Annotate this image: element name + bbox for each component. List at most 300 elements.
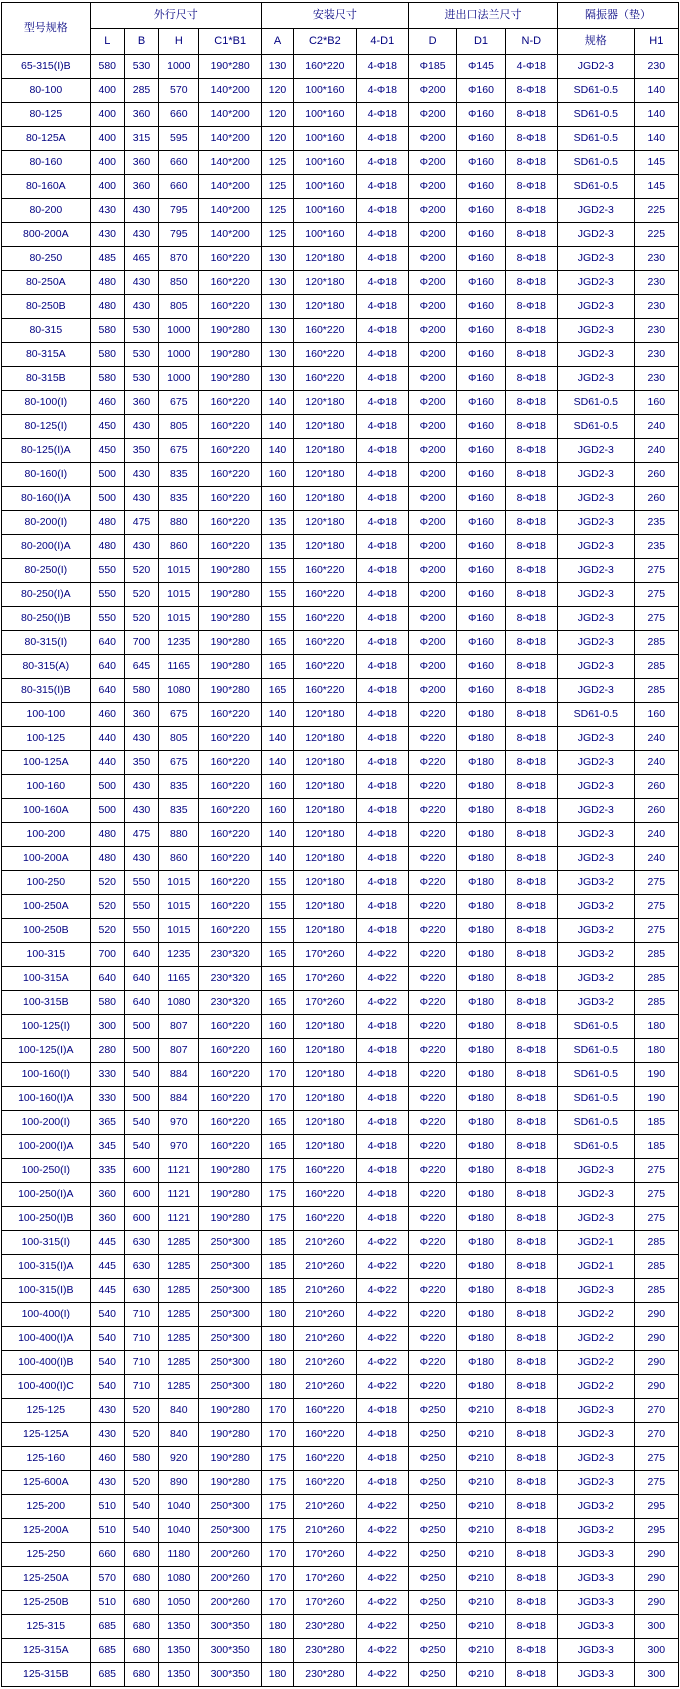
- cell-model: 125-315A: [2, 1639, 91, 1663]
- cell-value: Φ250: [408, 1639, 456, 1663]
- cell-value: 4-Φ22: [356, 1543, 408, 1567]
- cell-value: SD61-0.5: [558, 1063, 635, 1087]
- cell-value: 290: [634, 1327, 678, 1351]
- table-row: [2, 1279, 679, 1303]
- cell-value: JGD2-3: [558, 367, 635, 391]
- cell-value: 160*220: [294, 679, 356, 703]
- table-row: [2, 943, 679, 967]
- cell-value: Φ180: [457, 1063, 505, 1087]
- cell-value: 4-Φ18: [356, 799, 408, 823]
- cell-value: 300: [634, 1663, 678, 1687]
- cell-value: 190*280: [199, 655, 261, 679]
- cell-value: 8-Φ18: [505, 1447, 557, 1471]
- cell-value: 160*220: [199, 1135, 261, 1159]
- cell-value: 430: [124, 415, 158, 439]
- cell-value: 100*160: [294, 199, 356, 223]
- cell-value: 100*160: [294, 151, 356, 175]
- cell-value: 120*180: [294, 295, 356, 319]
- cell-value: Φ200: [408, 415, 456, 439]
- cell-value: 4-Φ22: [356, 1519, 408, 1543]
- cell-value: JGD3-3: [558, 1639, 635, 1663]
- cell-value: 165: [261, 1135, 293, 1159]
- cell-value: 155: [261, 919, 293, 943]
- cell-value: JGD3-3: [558, 1543, 635, 1567]
- cell-value: 160*220: [199, 1063, 261, 1087]
- cell-value: 1350: [159, 1639, 199, 1663]
- cell-value: 120*180: [294, 463, 356, 487]
- cell-value: Φ160: [457, 103, 505, 127]
- cell-value: 4-Φ18: [356, 751, 408, 775]
- cell-model: 65-315(I)B: [2, 55, 91, 79]
- cell-value: 160*220: [294, 1423, 356, 1447]
- cell-value: 8-Φ18: [505, 1543, 557, 1567]
- table-row: [2, 151, 679, 175]
- cell-value: JGD2-3: [558, 1279, 635, 1303]
- cell-value: 440: [90, 727, 124, 751]
- cell-value: 4-Φ18: [356, 247, 408, 271]
- cell-value: 4-Φ18: [356, 1063, 408, 1087]
- cell-value: Φ220: [408, 871, 456, 895]
- cell-value: 250*300: [199, 1303, 261, 1327]
- cell-value: 8-Φ18: [505, 655, 557, 679]
- cell-value: 4-Φ18: [356, 607, 408, 631]
- cell-value: 430: [124, 535, 158, 559]
- cell-value: 190*280: [199, 1471, 261, 1495]
- cell-value: 1080: [159, 1567, 199, 1591]
- cell-value: 530: [124, 319, 158, 343]
- cell-value: Φ220: [408, 703, 456, 727]
- cell-value: 660: [159, 103, 199, 127]
- cell-value: JGD2-3: [558, 1423, 635, 1447]
- cell-value: 365: [90, 1111, 124, 1135]
- cell-value: 285: [634, 655, 678, 679]
- cell-value: JGD2-3: [558, 775, 635, 799]
- cell-value: 180: [261, 1615, 293, 1639]
- cell-value: 360: [124, 703, 158, 727]
- cell-value: Φ220: [408, 1063, 456, 1087]
- table-row: [2, 1231, 679, 1255]
- cell-value: 160*220: [294, 55, 356, 79]
- cell-value: Φ160: [457, 247, 505, 271]
- cell-value: 4-Φ18: [356, 1135, 408, 1159]
- cell-value: 125: [261, 175, 293, 199]
- column-group-install-dimensions: 安装尺寸: [261, 3, 408, 29]
- cell-value: 190*280: [199, 607, 261, 631]
- cell-value: 350: [124, 751, 158, 775]
- cell-value: 4-Φ18: [356, 871, 408, 895]
- cell-value: 8-Φ18: [505, 343, 557, 367]
- cell-value: 400: [90, 175, 124, 199]
- table-row: [2, 127, 679, 151]
- cell-value: 680: [124, 1615, 158, 1639]
- cell-value: 160*220: [294, 1159, 356, 1183]
- cell-value: Φ220: [408, 1015, 456, 1039]
- cell-value: 160*220: [199, 463, 261, 487]
- cell-value: 360: [90, 1207, 124, 1231]
- cell-value: Φ250: [408, 1519, 456, 1543]
- cell-model: 125-600A: [2, 1471, 91, 1495]
- cell-value: 275: [634, 1207, 678, 1231]
- cell-value: 290: [634, 1303, 678, 1327]
- cell-value: 8-Φ18: [505, 607, 557, 631]
- cell-model: 125-250A: [2, 1567, 91, 1591]
- table-row: [2, 1135, 679, 1159]
- cell-model: 100-315(I): [2, 1231, 91, 1255]
- cell-value: 480: [90, 511, 124, 535]
- cell-value: 185: [261, 1255, 293, 1279]
- cell-value: 190*280: [199, 319, 261, 343]
- cell-value: Φ160: [457, 655, 505, 679]
- cell-value: Φ180: [457, 1015, 505, 1039]
- cell-value: 100*160: [294, 103, 356, 127]
- cell-value: 225: [634, 223, 678, 247]
- cell-value: 8-Φ18: [505, 367, 557, 391]
- cell-value: Φ210: [457, 1543, 505, 1567]
- cell-value: JGD2-3: [558, 751, 635, 775]
- cell-value: Φ210: [457, 1591, 505, 1615]
- cell-value: 645: [124, 655, 158, 679]
- table-row: [2, 799, 679, 823]
- cell-value: 600: [124, 1207, 158, 1231]
- cell-value: JGD2-2: [558, 1351, 635, 1375]
- table-row: [2, 1063, 679, 1087]
- table-row: [2, 55, 679, 79]
- cell-value: 640: [90, 967, 124, 991]
- cell-value: 8-Φ18: [505, 919, 557, 943]
- cell-value: 210*260: [294, 1375, 356, 1399]
- cell-value: 580: [90, 55, 124, 79]
- cell-value: 185: [634, 1111, 678, 1135]
- column-group-flange-dimensions: 进出口法兰尺寸: [408, 3, 557, 29]
- cell-value: JGD2-3: [558, 799, 635, 823]
- cell-value: 8-Φ18: [505, 295, 557, 319]
- cell-value: 630: [124, 1279, 158, 1303]
- cell-value: Φ160: [457, 199, 505, 223]
- cell-value: 4-Φ18: [356, 103, 408, 127]
- cell-value: 180: [634, 1015, 678, 1039]
- column-header-b: B: [124, 29, 158, 55]
- cell-value: 120*180: [294, 703, 356, 727]
- cell-value: JGD3-2: [558, 1495, 635, 1519]
- cell-value: Φ210: [457, 1423, 505, 1447]
- cell-value: 4-Φ18: [356, 655, 408, 679]
- cell-value: 160*220: [199, 271, 261, 295]
- cell-value: 200*260: [199, 1591, 261, 1615]
- cell-value: 4-Φ18: [356, 1159, 408, 1183]
- cell-value: 140*200: [199, 127, 261, 151]
- cell-value: Φ200: [408, 439, 456, 463]
- cell-model: 80-100: [2, 79, 91, 103]
- table-row: [2, 463, 679, 487]
- cell-value: 8-Φ18: [505, 1159, 557, 1183]
- cell-value: 170: [261, 1591, 293, 1615]
- cell-value: 510: [90, 1591, 124, 1615]
- cell-value: 1040: [159, 1495, 199, 1519]
- cell-value: 230: [634, 295, 678, 319]
- table-row: [2, 823, 679, 847]
- cell-value: 250*300: [199, 1375, 261, 1399]
- cell-value: Φ200: [408, 175, 456, 199]
- cell-value: 640: [90, 631, 124, 655]
- cell-value: 120*180: [294, 799, 356, 823]
- cell-value: Φ210: [457, 1663, 505, 1687]
- cell-value: 1165: [159, 655, 199, 679]
- cell-value: JGD3-2: [558, 967, 635, 991]
- cell-value: 180: [261, 1375, 293, 1399]
- cell-value: 1285: [159, 1327, 199, 1351]
- cell-value: 140*200: [199, 79, 261, 103]
- cell-value: 8-Φ18: [505, 991, 557, 1015]
- cell-value: 120*180: [294, 775, 356, 799]
- cell-value: 430: [124, 199, 158, 223]
- cell-value: 190*280: [199, 55, 261, 79]
- cell-value: 600: [124, 1159, 158, 1183]
- cell-value: 165: [261, 679, 293, 703]
- cell-value: 190: [634, 1087, 678, 1111]
- cell-value: 1180: [159, 1543, 199, 1567]
- cell-value: Φ180: [457, 991, 505, 1015]
- cell-value: 290: [634, 1591, 678, 1615]
- cell-value: 1121: [159, 1159, 199, 1183]
- cell-value: 4-Φ18: [356, 679, 408, 703]
- cell-value: JGD3-3: [558, 1591, 635, 1615]
- table-row: [2, 1255, 679, 1279]
- cell-value: 145: [634, 151, 678, 175]
- cell-value: 660: [90, 1543, 124, 1567]
- cell-value: 285: [634, 1255, 678, 1279]
- cell-value: 4-Φ18: [356, 1039, 408, 1063]
- cell-value: 8-Φ18: [505, 247, 557, 271]
- cell-value: 540: [124, 1495, 158, 1519]
- cell-value: 4-Φ18: [356, 1423, 408, 1447]
- cell-value: 520: [90, 919, 124, 943]
- cell-value: 860: [159, 535, 199, 559]
- cell-value: 540: [90, 1375, 124, 1399]
- cell-value: 8-Φ18: [505, 1351, 557, 1375]
- cell-value: 230*280: [294, 1615, 356, 1639]
- cell-value: 165: [261, 1111, 293, 1135]
- cell-value: 180: [261, 1327, 293, 1351]
- cell-value: 175: [261, 1471, 293, 1495]
- cell-value: 300*350: [199, 1639, 261, 1663]
- cell-value: 190*280: [199, 559, 261, 583]
- cell-value: JGD2-2: [558, 1375, 635, 1399]
- cell-value: Φ220: [408, 751, 456, 775]
- cell-model: 80-200: [2, 199, 91, 223]
- cell-value: 430: [124, 295, 158, 319]
- table-row: [2, 247, 679, 271]
- cell-value: 480: [90, 847, 124, 871]
- cell-value: Φ160: [457, 319, 505, 343]
- cell-model: 80-160A: [2, 175, 91, 199]
- cell-value: 360: [124, 151, 158, 175]
- cell-value: 4-Φ22: [356, 1231, 408, 1255]
- cell-value: 465: [124, 247, 158, 271]
- cell-model: 100-125A: [2, 751, 91, 775]
- cell-value: 120*180: [294, 871, 356, 895]
- cell-value: 1285: [159, 1279, 199, 1303]
- cell-value: 8-Φ18: [505, 1231, 557, 1255]
- cell-value: Φ200: [408, 199, 456, 223]
- cell-value: 630: [124, 1255, 158, 1279]
- cell-model: 800-200A: [2, 223, 91, 247]
- cell-value: 480: [90, 823, 124, 847]
- cell-value: Φ210: [457, 1519, 505, 1543]
- cell-value: 190*280: [199, 679, 261, 703]
- cell-value: JGD2-3: [558, 55, 635, 79]
- cell-value: 275: [634, 871, 678, 895]
- cell-value: 100*160: [294, 127, 356, 151]
- cell-value: 190*280: [199, 631, 261, 655]
- table-row: [2, 415, 679, 439]
- cell-value: 260: [634, 775, 678, 799]
- cell-value: 280: [90, 1039, 124, 1063]
- cell-value: 1285: [159, 1303, 199, 1327]
- cell-value: 510: [90, 1519, 124, 1543]
- sub-header-row: [2, 29, 679, 55]
- cell-value: 710: [124, 1351, 158, 1375]
- cell-value: 160*220: [199, 727, 261, 751]
- cell-value: 140*200: [199, 223, 261, 247]
- table-row: [2, 1087, 679, 1111]
- cell-value: 430: [124, 775, 158, 799]
- cell-value: Φ160: [457, 343, 505, 367]
- cell-value: 160*220: [199, 439, 261, 463]
- cell-value: 8-Φ18: [505, 631, 557, 655]
- cell-value: 884: [159, 1087, 199, 1111]
- cell-value: 165: [261, 943, 293, 967]
- cell-value: 540: [124, 1111, 158, 1135]
- cell-value: 160*220: [199, 511, 261, 535]
- cell-value: 970: [159, 1111, 199, 1135]
- cell-value: 4-Φ18: [356, 343, 408, 367]
- cell-value: 140: [634, 79, 678, 103]
- table-row: [2, 1519, 679, 1543]
- cell-value: 475: [124, 511, 158, 535]
- cell-value: 160*220: [294, 559, 356, 583]
- cell-value: 4-Φ18: [356, 1111, 408, 1135]
- cell-value: 160*220: [294, 655, 356, 679]
- cell-value: 805: [159, 415, 199, 439]
- cell-value: 4-Φ18: [356, 823, 408, 847]
- cell-value: 8-Φ18: [505, 1639, 557, 1663]
- cell-value: 190*280: [199, 343, 261, 367]
- cell-value: Φ200: [408, 247, 456, 271]
- cell-value: 160*220: [199, 247, 261, 271]
- cell-value: Φ160: [457, 487, 505, 511]
- cell-value: Φ220: [408, 1327, 456, 1351]
- cell-value: 1350: [159, 1615, 199, 1639]
- column-header-d: D: [408, 29, 456, 55]
- cell-value: Φ210: [457, 1639, 505, 1663]
- cell-value: 4-Φ18: [356, 55, 408, 79]
- cell-value: 4-Φ22: [356, 1351, 408, 1375]
- table-row: [2, 583, 679, 607]
- cell-model: 100-160: [2, 775, 91, 799]
- cell-value: 8-Φ18: [505, 1423, 557, 1447]
- cell-value: 160*220: [199, 295, 261, 319]
- table-row: [2, 751, 679, 775]
- cell-value: 160*220: [199, 391, 261, 415]
- cell-value: 210*260: [294, 1351, 356, 1375]
- cell-value: 285: [634, 1231, 678, 1255]
- cell-value: 120*180: [294, 271, 356, 295]
- cell-value: 4-Φ22: [356, 1639, 408, 1663]
- column-header-l: L: [90, 29, 124, 55]
- cell-value: Φ160: [457, 367, 505, 391]
- cell-value: 445: [90, 1255, 124, 1279]
- cell-value: 430: [90, 1399, 124, 1423]
- cell-value: Φ160: [457, 391, 505, 415]
- cell-value: 175: [261, 1207, 293, 1231]
- cell-value: 160*220: [294, 1207, 356, 1231]
- cell-value: 160*220: [199, 1111, 261, 1135]
- cell-value: 430: [90, 199, 124, 223]
- cell-value: 1285: [159, 1255, 199, 1279]
- column-header-h: H: [159, 29, 199, 55]
- cell-value: 4-Φ22: [356, 1567, 408, 1591]
- cell-value: 4-Φ22: [356, 1591, 408, 1615]
- cell-value: 140*200: [199, 175, 261, 199]
- cell-value: 160*220: [294, 631, 356, 655]
- cell-value: 185: [261, 1279, 293, 1303]
- cell-value: SD61-0.5: [558, 1039, 635, 1063]
- cell-value: 500: [124, 1039, 158, 1063]
- cell-value: Φ160: [457, 511, 505, 535]
- cell-value: 4-Φ18: [356, 535, 408, 559]
- cell-value: Φ250: [408, 1543, 456, 1567]
- cell-value: 660: [159, 175, 199, 199]
- cell-value: 1000: [159, 367, 199, 391]
- cell-value: Φ160: [457, 175, 505, 199]
- cell-value: 4-Φ18: [356, 271, 408, 295]
- cell-model: 100-125: [2, 727, 91, 751]
- cell-value: Φ210: [457, 1399, 505, 1423]
- cell-value: 170: [261, 1087, 293, 1111]
- cell-value: SD61-0.5: [558, 391, 635, 415]
- cell-value: 160*220: [199, 919, 261, 943]
- cell-value: 275: [634, 895, 678, 919]
- cell-value: 160*220: [199, 799, 261, 823]
- cell-value: Φ145: [457, 55, 505, 79]
- cell-model: 80-125(I)A: [2, 439, 91, 463]
- cell-value: 1015: [159, 607, 199, 631]
- cell-value: 140: [261, 751, 293, 775]
- cell-value: 185: [634, 1135, 678, 1159]
- table-row: [2, 1327, 679, 1351]
- cell-value: 430: [124, 271, 158, 295]
- cell-value: 160*220: [199, 895, 261, 919]
- cell-model: 80-250(I): [2, 559, 91, 583]
- cell-value: 4-Φ18: [356, 223, 408, 247]
- cell-value: 710: [124, 1327, 158, 1351]
- column-header-c1b1: C1*B1: [199, 29, 261, 55]
- cell-value: 130: [261, 55, 293, 79]
- cell-value: 540: [124, 1519, 158, 1543]
- cell-value: 170: [261, 1063, 293, 1087]
- cell-value: 8-Φ18: [505, 271, 557, 295]
- cell-value: 550: [124, 919, 158, 943]
- cell-value: 4-Φ18: [356, 727, 408, 751]
- cell-value: 580: [90, 343, 124, 367]
- table-row: [2, 607, 679, 631]
- cell-value: 1285: [159, 1375, 199, 1399]
- cell-value: 8-Φ18: [505, 463, 557, 487]
- cell-value: 270: [634, 1399, 678, 1423]
- table-row: [2, 439, 679, 463]
- cell-value: 700: [90, 943, 124, 967]
- cell-value: 210*260: [294, 1279, 356, 1303]
